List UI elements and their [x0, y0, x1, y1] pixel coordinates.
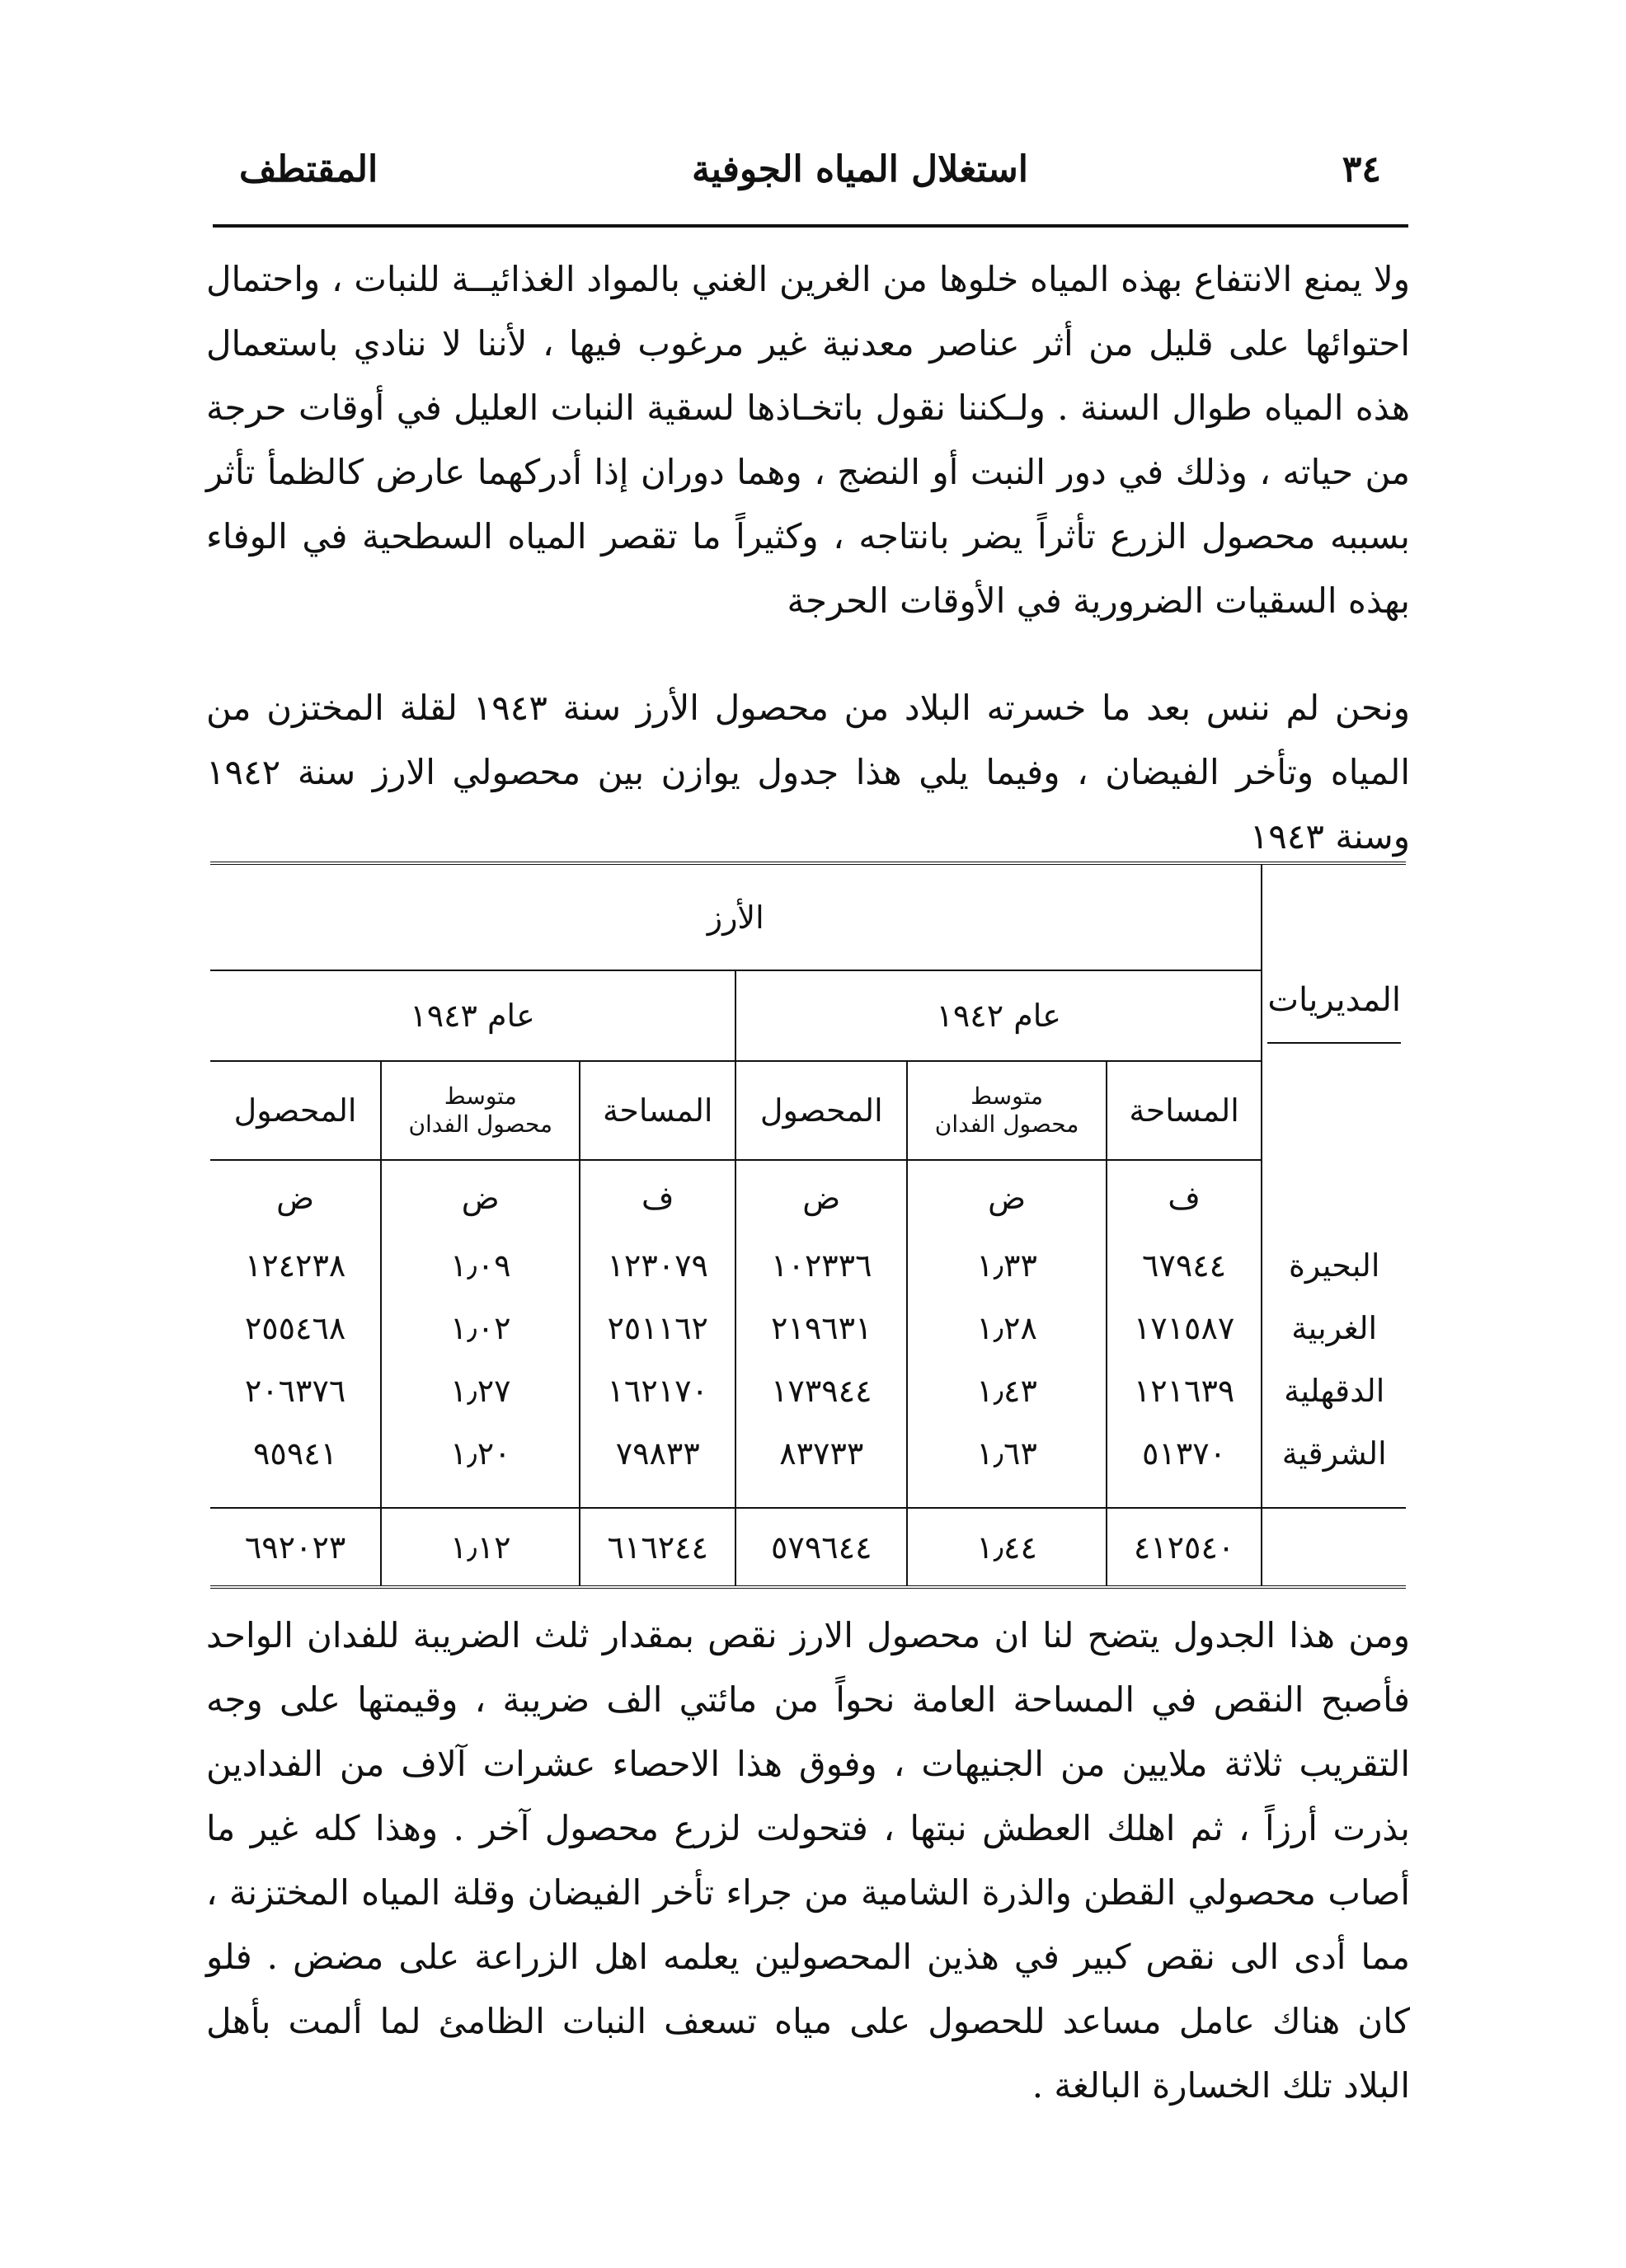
- unit-area-1942: ف: [1107, 1160, 1262, 1234]
- gap-cell: [381, 1485, 580, 1508]
- area-1943: ٢٥١١٦٢: [580, 1297, 735, 1359]
- yield-1943: ٢٥٥٤٦٨: [244, 1310, 346, 1346]
- provinces-header: المديريات: [1267, 981, 1401, 1044]
- avg-1942: ١٫٦٣: [907, 1422, 1106, 1485]
- gap-cell: [210, 1485, 381, 1508]
- avg-1943: ١٫٠٩: [381, 1234, 580, 1297]
- rice-yield-table: [210, 862, 1406, 1589]
- yield-1943: ٢٠٦٣٧٦: [244, 1373, 346, 1409]
- paragraph-2: ونحن لم ننس بعد ما خسرته البلاد من محصول الأرز سنة ١٩٤٣ لقلة المختزن من المياه وتأخر الفيضان ، وفيما يلي هذا جدول يوازن بين محصولي الارز سنة ١٩٤٢ وسنة ١٩٤٣: [206, 688, 1410, 857]
- yield-1942: ١٧٣٩٤٤: [735, 1359, 907, 1422]
- area-1942: ١٢١٦٣٩: [1107, 1359, 1262, 1422]
- unit-avg-1942: ض: [907, 1160, 1106, 1234]
- col-avg-1943: [381, 1061, 580, 1160]
- province-name: البحيرة: [1262, 1234, 1406, 1297]
- unit-area-1943: ف: [580, 1160, 735, 1234]
- gap-cell: [735, 1485, 907, 1508]
- area-1942: ٦٧٩٤٤: [1107, 1234, 1262, 1297]
- col-avg-1942-line1: متوسط: [970, 1082, 1044, 1110]
- total-avg-1942: ١٫٤٤: [907, 1508, 1106, 1587]
- year-1943-header: عام ١٩٤٣: [210, 970, 735, 1061]
- table-row: [210, 1234, 1406, 1297]
- total-avg-1943: ١٫١٢: [381, 1508, 580, 1587]
- province-name: الشرقية: [1262, 1422, 1406, 1485]
- running-head: [239, 140, 1381, 198]
- yield-1942: ١٠٢٣٣٦: [735, 1234, 907, 1297]
- crop-header: الأرز: [210, 863, 1262, 970]
- col-yield-1943: المحصول: [210, 1061, 381, 1160]
- area-1943: ٧٩٨٣٣: [580, 1422, 735, 1485]
- yield-1943: ٩٥٩٤١: [253, 1435, 338, 1472]
- area-1943: ١٢٣٠٧٩: [580, 1234, 735, 1297]
- area-1942: ٥١٣٧٠: [1107, 1422, 1262, 1485]
- area-1942: ١٧١٥٨٧: [1107, 1297, 1262, 1359]
- paragraph-3: ومن هذا الجدول يتضح لنا ان محصول الارز نقص بمقدار ثلث الضريبة للفدان الواحد فأصبح النقص في المساحة العامة نحواً من مائتي الف ضريبة ، وقيمتها على وجه التقريب ثلاثة ملايين من الجنيهات ، وفوق هذا الاحصاء عشرات آلاف من الفدادين بذرت أرزاً ، ثم اهلك العطش نبتها ، فتحولت لزرع محصول آخر . وهذا كله غير ما أصاب محصولي القطن والذرة الشامية من جراء تأخر الفيضان وقلة المياه المختزنة ، مما أدى الى نقص كبير في هذين المحصولين يعلمه اهل الزراعة على مضض . فلو كان هناك عامل مساعد للحصول على مياه تسعف النبات الظامئ لما ألمت بأهل البلاد تلك الخسارة البالغة .: [206, 1615, 1410, 2106]
- page-number: ٣٤: [1342, 148, 1381, 190]
- unit-yield-1942: ض: [735, 1160, 907, 1234]
- unit-cell-empty: [1262, 1160, 1406, 1234]
- yield-1943: ١٢٤٢٣٨: [244, 1247, 346, 1284]
- unit-avg-1943: ض: [381, 1160, 580, 1234]
- avg-1942: ١٫٤٣: [907, 1359, 1106, 1422]
- total-yield-1943: ٦٩٢٠٢٣: [210, 1508, 381, 1587]
- unit-yield-1943: ض: [276, 1179, 315, 1216]
- gap-cell: [1262, 1485, 1406, 1508]
- avg-1942: ١٫٢٨: [907, 1297, 1106, 1359]
- col-avg-1943-line2: محصول الفدان: [408, 1111, 553, 1138]
- province-name: الدقهلية: [1262, 1359, 1406, 1422]
- year-1942-header: عام ١٩٤٢: [735, 970, 1262, 1061]
- gap-cell: [1107, 1485, 1262, 1508]
- avg-1943: ١٫٢٧: [381, 1359, 580, 1422]
- avg-1943: ١٫٢٠: [381, 1422, 580, 1485]
- provinces-header-cell: [1262, 863, 1406, 1160]
- col-avg-1943-line1: متوسط: [444, 1082, 517, 1110]
- col-yield-1942: المحصول: [735, 1061, 907, 1160]
- avg-1942: ١٫٣٣: [907, 1234, 1106, 1297]
- avg-1943: ١٫٠٢: [381, 1297, 580, 1359]
- gap-cell: [907, 1485, 1106, 1508]
- yield-1942: ٢١٩٦٣١: [735, 1297, 907, 1359]
- total-area-1942: ٤١٢٥٤٠: [1107, 1508, 1262, 1587]
- col-avg-1942: [907, 1061, 1106, 1160]
- article-title: استغلال المياه الجوفية: [692, 148, 1028, 190]
- col-area-1942: المساحة: [1107, 1061, 1262, 1160]
- paragraph-1: ولا يمنع الانتفاع بهذه المياه خلوها من الغرين الغني بالمواد الغذائيــة للنبات ، واحتمال احتوائها على قليل من أثر عناصر معدنية غير مرغوب فيها ، لأننا لا ننادي باستعمال هذه المياه طوال السنة . ولـكننا نقول باتخـاذها لسقية النبات العليل في أوقات حرجة من حياته ، وذلك في دور النبت أو النضج ، وهما دوران إذا أدركهما عارض كالظمأ تأثر بسببه محصول الزرع تأثراً يضر بانتاجه ، وكثيراً ما تقصر المياه السطحية في الوفاء بهذه السقيات الضرورية في الأوقات الحرجة: [206, 259, 1410, 621]
- totals-row: [210, 1508, 1406, 1587]
- header-rule: [213, 224, 1408, 228]
- province-name: الغربية: [1262, 1297, 1406, 1359]
- table-row: [210, 1359, 1406, 1422]
- total-yield-1942: ٥٧٩٦٤٤: [735, 1508, 907, 1587]
- col-area-1943: المساحة: [580, 1061, 735, 1160]
- col-avg-1942-line2: محصول الفدان: [934, 1111, 1079, 1138]
- yield-1942: ٨٣٧٣٣: [735, 1422, 907, 1485]
- table-row: [210, 1422, 1406, 1485]
- totals-label-empty: [1262, 1508, 1406, 1587]
- journal-name: المقتطف: [239, 148, 378, 190]
- gap-cell: [580, 1485, 735, 1508]
- table-row: [210, 1297, 1406, 1359]
- total-area-1943: ٦١٦٢٤٤: [580, 1508, 735, 1587]
- area-1943: ١٦٢١٧٠: [580, 1359, 735, 1422]
